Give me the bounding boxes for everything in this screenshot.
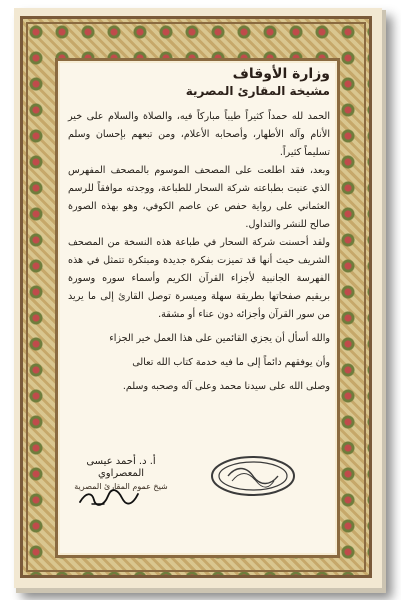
certificate-content xyxy=(68,66,330,396)
body-paragraph: الحمد لله حمداً كثيراً طيباً مباركاً فيه، والصلاة والسلام على خير الأنام وآله الأطهار، وأصحابه الأعلام، ومن تبعهم بإحسان وسلم تسليماً كثيراً. xyxy=(68,111,330,158)
closing-line: وصلى الله على سيدنا محمد وعلى آله وصحبه وسلم. xyxy=(122,381,330,392)
signatory-title: شيخ عموم المقارئ المصرية xyxy=(74,482,168,491)
signatory-name: أ. د. أحمد عيسى المعصراوي xyxy=(86,456,156,479)
document-subtitle: مشيخة المقارئ المصرية xyxy=(185,84,330,98)
handwritten-signature xyxy=(74,484,144,508)
body-paragraph: ولقد أحسنت شركة السحار في طباعة هذه النسخة من المصحف الشريف حيث أنها قد تميزت بفكرة جديدة ومبتكرة تتمثل في هذه الفهرسة الجانبية لأجزاء القرآن الكريم وأسماء سوره وسورة بريقيم صفحاتها بطريقة سهلة وميسرة توصل القارئ إلى ما يريد من سور القرآن وأجزائه دون عناء أو مشقة. xyxy=(68,237,330,320)
closing-line: وأن يوفقهم دائماً إلى ما فيه خدمة كتاب الله تعالى xyxy=(132,357,330,368)
body-paragraph: وبعد، فقد اطلعت على المصحف الموسوم بالمصحف المفهرس الذي عنيت بطباعته شركة السحار للطباعة، ووجدته موافقاً للرسم العثماني على رواية حفص عن عاصم الكوفي، وهو بهذه الصورة صالح للنشر والتداول. xyxy=(68,165,330,230)
closing-line: والله أسأل أن يجزي القائمين على هذا العمل خير الجزاء xyxy=(109,333,330,344)
document-title: وزارة الأوقاف xyxy=(232,66,330,82)
official-seal xyxy=(208,453,298,499)
